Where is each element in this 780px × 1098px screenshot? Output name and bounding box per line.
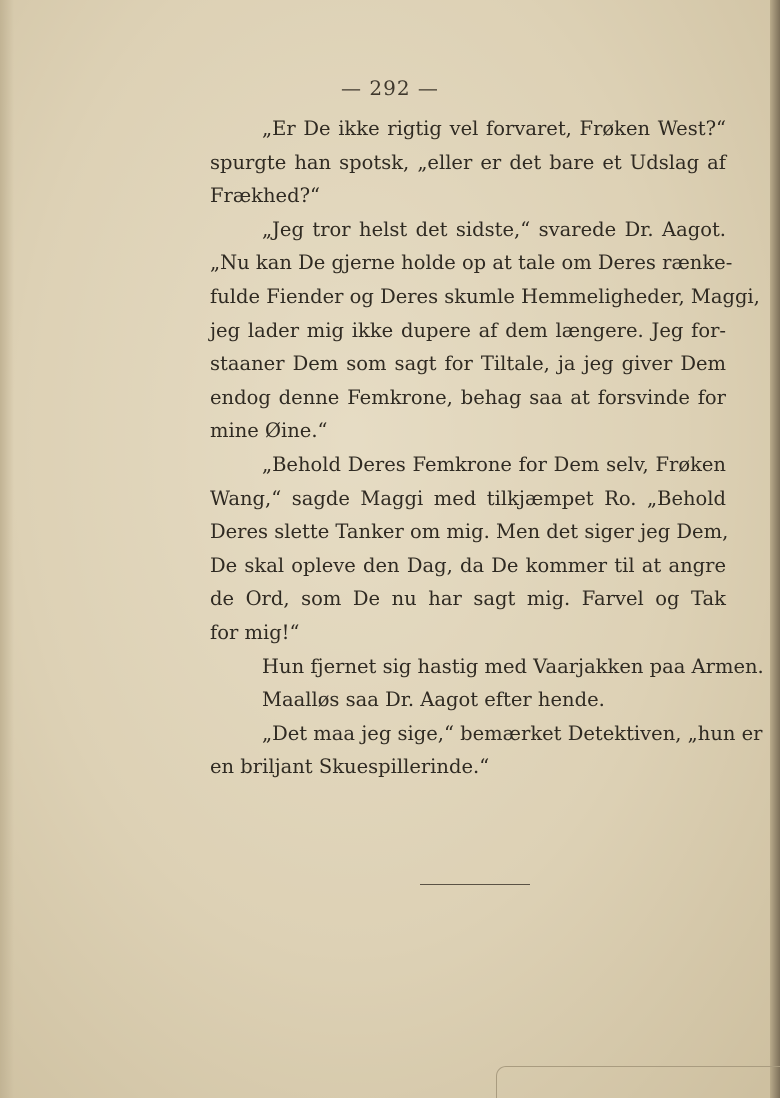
text-line: de Ord, som De nu har sagt mig. Farvel og Tak xyxy=(210,587,726,611)
page-edge-right xyxy=(770,0,780,1098)
library-stamp-outline xyxy=(496,1066,780,1098)
page-shadow-left xyxy=(0,0,14,1098)
text-line: „Jeg tror helst det sidste,“ svarede Dr. Aagot. xyxy=(262,217,726,241)
text-line: endog denne Femkrone, behag saa at forsvinde for xyxy=(210,385,726,409)
text-line: „Det maa jeg sige,“ bemærket Detektiven, „hun er xyxy=(262,721,763,745)
text-line: „Behold Deres Femkrone for Dem selv, Frøken xyxy=(262,452,726,476)
page-number: — 292 — xyxy=(341,76,439,100)
text-line: en briljant Skuespillerinde.“ xyxy=(210,755,490,779)
text-line: Deres slette Tanker om mig. Men det siger jeg Dem, xyxy=(210,520,729,544)
text-line: staaner Dem som sagt for Tiltale, ja jeg giver Dem xyxy=(210,352,726,376)
text-line: Hun fjernet sig hastig med Vaarjakken paa Armen. xyxy=(262,654,764,678)
text-line: Maalløs saa Dr. Aagot efter hende. xyxy=(262,688,605,712)
text-line: De skal opleve den Dag, da De kommer til at angre xyxy=(210,553,726,577)
text-line: for mig!“ xyxy=(210,620,300,644)
end-rule xyxy=(420,884,530,885)
text-line: jeg lader mig ikke dupere af dem længere. Jeg for- xyxy=(210,318,726,342)
text-line: spurgte han spotsk, „eller er det bare et Udslag af xyxy=(210,150,726,174)
text-line: „Nu kan De gjerne holde op at tale om Deres rænke- xyxy=(210,251,733,275)
text-line: fulde Fiender og Deres skumle Hemmeligheder, Maggi, xyxy=(210,284,760,308)
text-line: „Er De ikke rigtig vel forvaret, Frøken West?“ xyxy=(262,117,726,140)
text-line: Frækhed?“ xyxy=(210,184,321,208)
text-line: mine Øine.“ xyxy=(210,419,328,443)
text-line: Wang,“ sagde Maggi med tilkjæmpet Ro. „Behold xyxy=(210,486,726,510)
body-text xyxy=(210,112,764,784)
